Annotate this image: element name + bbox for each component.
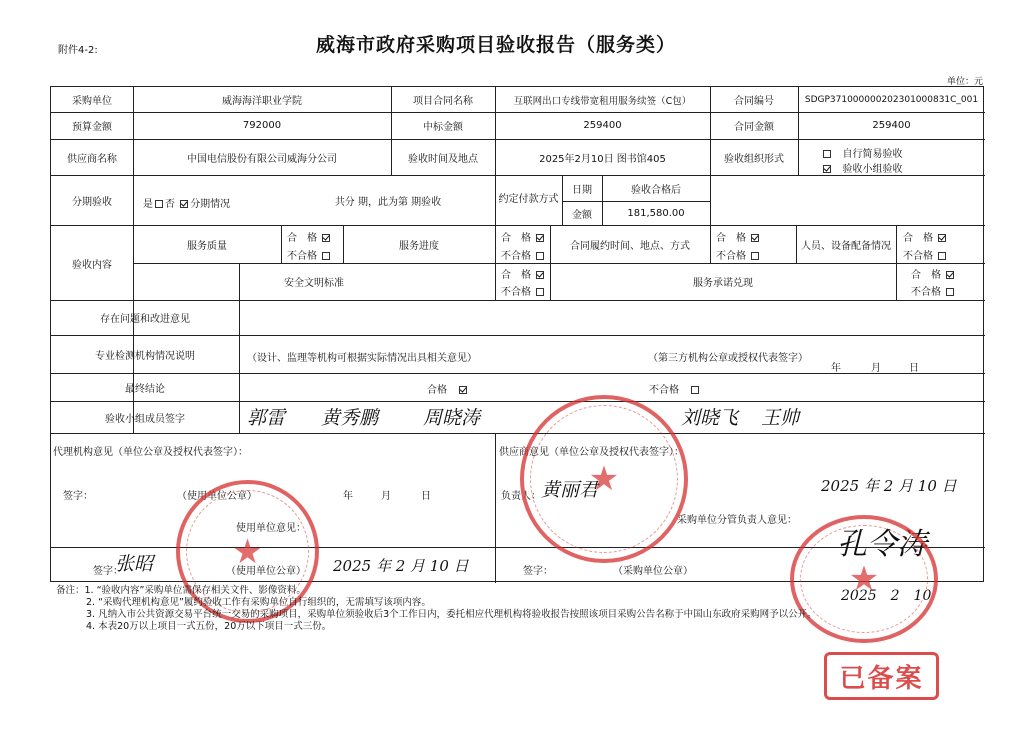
content-label: 验收内容 [72, 259, 112, 271]
user-unit-signature: 张昭 [115, 553, 154, 575]
stage-text: 共分 期，此为第 期验收 [334, 196, 442, 208]
stage-options: 是 否 分期情况 [143, 199, 231, 210]
unit-label: 单位：元 [946, 77, 983, 87]
note-3: 3. 凡纳入市公共资源交易平台统一交易的采购项目，采购单位须验收后3个工作日内，委托相应代理机构将验收报告按照该项目采购公告名称于中国山东政府采购网予以公开。 [86, 609, 817, 620]
safety-fail: 不合格 [501, 283, 546, 298]
final-fail-checkbox[interactable] [691, 386, 699, 394]
org-simple-checkbox[interactable] [823, 150, 831, 158]
bid-value: 259400 [583, 120, 622, 131]
commitment-fail: 不合格 [911, 283, 956, 298]
commitment-pass: 合 格 [911, 266, 956, 281]
personnel-fail-checkbox[interactable] [938, 252, 946, 260]
time-place-value: 2025年2月10日 图书馆405 [539, 153, 666, 165]
inspection-note: （设计、监理等机构可根据实际情况出具相关意见） [247, 353, 477, 364]
safety-pass: 合 格 [501, 266, 546, 281]
buyer-label: 采购单位 [72, 96, 112, 107]
org-team-option[interactable]: 验收小组验收 [821, 160, 903, 175]
org-simple-option[interactable]: 自行简易验收 [821, 145, 903, 160]
page-title: 威海市政府采购项目验收报告（服务类） [316, 34, 677, 56]
user-unit-label: 使用单位意见： [236, 523, 306, 534]
commitment-fail-checkbox[interactable] [946, 288, 954, 296]
attachment-label: 附件4-2: [58, 45, 98, 56]
contract-no-value: SDGP371000000202301000831C_001 [804, 94, 979, 105]
purchase-unit-label: 采购单位分管负责人意见： [677, 515, 797, 526]
perf-fail-checkbox[interactable] [751, 252, 759, 260]
budget-value: 792000 [242, 120, 282, 131]
supplier-value: 中国电信股份有限公司威海分公司 [187, 153, 337, 165]
purchase-unit-signature: 孔令涛 [837, 527, 927, 562]
agency-year: 年 [343, 491, 353, 502]
purchase-unit-stamp-note: （采购单位公章） [613, 566, 693, 577]
perf-fail: 不合格 [716, 247, 761, 262]
member-signature-5: 王帅 [761, 407, 800, 429]
agency-sign: 签字： [63, 491, 93, 502]
agency-day: 日 [421, 491, 431, 502]
date-label: 日期 [572, 184, 592, 196]
contract-amount-value: 259400 [872, 120, 911, 131]
contract-no-label: 合同编号 [734, 96, 774, 107]
amount-label: 金额 [572, 209, 592, 221]
personnel-pass-checkbox[interactable] [938, 234, 946, 242]
final-fail: 不合格 [649, 381, 701, 396]
supplier-date: 2025 年 2 月 10 日 [821, 477, 957, 495]
contract-name-label: 项目合同名称 [413, 96, 473, 107]
personnel-pass: 合 格 [903, 229, 948, 244]
supplier-label: 供应商名称 [67, 153, 117, 165]
buyer-value: 威海海洋职业学院 [222, 96, 302, 107]
safety-fail-checkbox[interactable] [536, 288, 544, 296]
supplier-signature: 黄丽君 [541, 479, 599, 501]
user-unit-date: 2025 年 2 月 10 日 [333, 557, 469, 575]
notes [56, 585, 817, 633]
safety-pass-checkbox[interactable] [536, 271, 544, 279]
stage-yes-checkbox[interactable] [155, 200, 163, 208]
member-signature-4: 刘晓飞 [681, 407, 739, 429]
service-quality-label: 服务质量 [187, 240, 227, 252]
agency-label: 代理机构意见（单位公章及授权代表签字）： [53, 447, 248, 458]
inspection-stamp-note: （第三方机构公章或授权代表签字） [648, 353, 808, 364]
quality-fail-checkbox[interactable] [322, 252, 330, 260]
note-1: 备注：1. “验收内容”采购单位需保存相关文件、影像资料。 [56, 585, 306, 596]
stage-label: 分期验收 [72, 196, 112, 208]
amount-value: 181,580.00 [627, 207, 685, 219]
bid-label: 中标金额 [423, 122, 463, 133]
final-pass-checkbox[interactable] [459, 386, 467, 394]
issues-label: 存在问题和改进意见 [100, 314, 190, 325]
commitment-pass-checkbox[interactable] [946, 271, 954, 279]
purchase-unit-sign: 签字： [523, 566, 553, 577]
perf-pass-checkbox[interactable] [751, 234, 759, 242]
quality-pass-checkbox[interactable] [322, 234, 330, 242]
member-signature-1: 郭雷 [247, 407, 286, 429]
final-pass: 合格 [427, 381, 469, 396]
member-signature-3: 周晓涛 [423, 407, 481, 429]
perf-pass: 合 格 [716, 229, 761, 244]
members-label: 验收小组成员签字 [105, 413, 185, 425]
agency-month: 月 [381, 491, 391, 502]
org-team-checkbox[interactable] [823, 165, 831, 173]
quality-fail: 不合格 [287, 247, 332, 262]
personnel-label: 人员、设备配备情况 [801, 240, 891, 252]
user-unit-stamp-note: （使用单位公章） [226, 566, 306, 577]
contract-amount-label: 合同金额 [734, 122, 774, 133]
note-2: 2. “采购代理机构意见”履约验收工作有采购单位自行组织的，无需填写该项内容。 [86, 597, 431, 608]
safety-label: 安全文明标准 [284, 278, 344, 289]
school-seal: ★ [176, 480, 319, 623]
inspection-label: 专业检测机构情况说明 [95, 350, 195, 362]
supplier-responsible: 负责人： [501, 491, 541, 502]
inspection-month: 月 [871, 363, 881, 374]
final-label: 最终结论 [125, 383, 165, 395]
purchase-unit-seal: ★ [790, 515, 938, 643]
agency-stamp-note: （使用单位公章） [177, 491, 257, 502]
stage-no-checkbox[interactable] [180, 200, 188, 208]
progress-fail: 不合格 [501, 247, 546, 262]
purchase-unit-date: 2025 2 10 [841, 588, 932, 604]
user-unit-sign: 签字： [93, 566, 123, 577]
supplier-opinion-label: 供应商意见（单位公章及授权代表签字）： [499, 447, 684, 458]
contract-name-value: 互联网出口专线带宽租用服务续签（C包） [513, 95, 692, 107]
note-4: 4. 本表20万以上项目一式五份，20万以下项目一式三份。 [86, 621, 332, 632]
member-signature-2: 黄秀鹏 [321, 407, 379, 429]
inspection-year: 年 [831, 363, 841, 374]
time-place-label: 验收时间及地点 [408, 153, 478, 165]
commitment-label: 服务承诺兑现 [693, 278, 753, 289]
service-progress-label: 服务进度 [399, 240, 439, 252]
budget-label: 预算金额 [72, 122, 112, 133]
org-form-label: 验收组织形式 [724, 153, 784, 165]
progress-pass-checkbox[interactable] [536, 234, 544, 242]
payment-label: 约定付款方式 [498, 194, 559, 205]
progress-pass: 合 格 [501, 229, 546, 244]
date-value: 验收合格后 [631, 184, 681, 196]
personnel-fail: 不合格 [903, 247, 948, 262]
contract-perf-label: 合同履约时间、地点、方式 [570, 240, 690, 252]
filed-stamp: 已备案 [824, 652, 939, 700]
inspection-day: 日 [909, 363, 919, 374]
progress-fail-checkbox[interactable] [536, 252, 544, 260]
telecom-seal: ★ [520, 395, 688, 563]
quality-pass: 合 格 [287, 229, 332, 244]
